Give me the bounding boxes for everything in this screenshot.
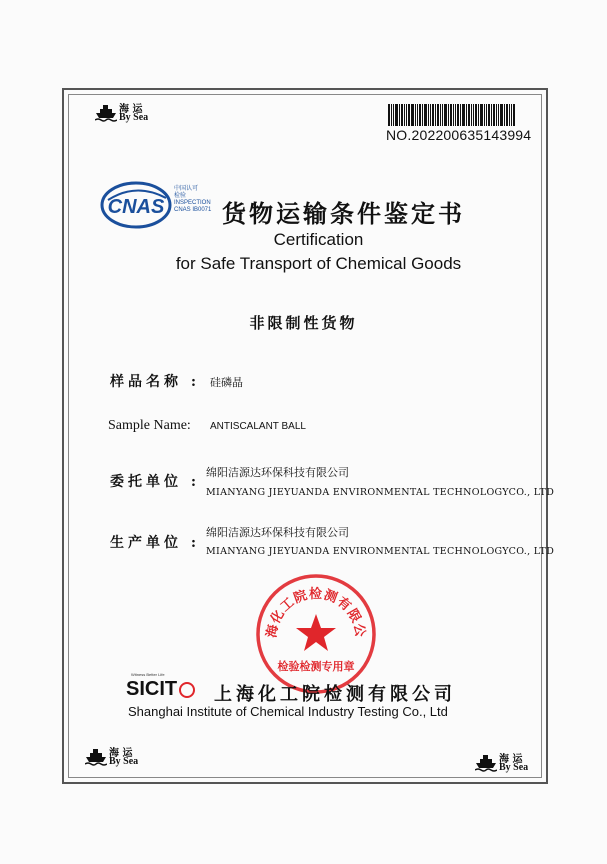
by-sea-en: By Sea — [109, 756, 139, 767]
barcode-bar — [455, 104, 456, 126]
by-sea-cn: 海 运 — [119, 104, 143, 115]
barcode-bar — [437, 104, 439, 126]
barcode-bar — [415, 104, 416, 126]
seal-inner-text: 检验检测专用章 — [277, 660, 355, 673]
barcode-bar — [473, 104, 474, 126]
barcode-bar — [430, 104, 431, 126]
by-sea-en: By Sea — [499, 762, 529, 773]
barcode-bar — [419, 104, 421, 126]
barcode-bar — [401, 104, 403, 126]
barcode-bar — [480, 104, 483, 126]
sicit-logo-text: SICIT — [126, 678, 178, 700]
barcode-bar — [460, 104, 461, 126]
barcode-bar — [504, 104, 505, 126]
barcode-bar — [453, 104, 454, 126]
goods-category: 非限制性货物 — [249, 314, 358, 332]
barcode-bar — [493, 104, 495, 126]
certificate-title-en-line2: for Safe Transport of Chemical Goods — [175, 254, 462, 273]
cnas-accreditation-text — [174, 186, 211, 214]
barcode-bar — [404, 104, 405, 126]
sicit-logo — [126, 678, 195, 701]
barcode-bar — [444, 104, 447, 126]
barcode-bar — [391, 104, 392, 126]
barcode-bar — [435, 104, 436, 126]
barcode-bar — [488, 104, 490, 126]
barcode-bar — [484, 104, 485, 126]
manufacturer-name-cn: 绵阳洁源达环保科技有限公司 — [206, 526, 349, 539]
barcode-bar — [457, 104, 459, 126]
sample-name-cn-label: 样品名称 : — [110, 374, 201, 390]
by-sea-badge-bottom-right — [475, 753, 529, 773]
sicit-tagline: Witness Better Life — [131, 672, 165, 677]
cnas-logo-text: CNAS — [107, 196, 165, 218]
sample-name-en-value: ANTISCALANT BALL — [210, 421, 306, 432]
by-sea-cn: 海 运 — [499, 754, 523, 765]
barcode-bar — [428, 104, 429, 126]
seal-outer-text: 海化工院检测有限公 — [264, 587, 368, 639]
cnas-line: INSPECTION — [174, 200, 211, 206]
barcode — [388, 104, 526, 126]
issuer-name-cn: 上海化工院检测有限公司 — [214, 684, 456, 705]
barcode-bar — [498, 104, 499, 126]
certificate-title-cn: 货物运输条件鉴定书 — [222, 199, 465, 228]
barcode-bar — [486, 104, 487, 126]
barcode-bar — [422, 104, 423, 126]
barcode-bar — [500, 104, 503, 126]
barcode-bar — [408, 104, 410, 126]
cnas-line: CNAS IB0071 — [174, 207, 212, 213]
barcode-bar — [506, 104, 508, 126]
by-sea-badge-top-left — [95, 103, 149, 123]
barcode-bar — [471, 104, 472, 126]
barcode-bar — [448, 104, 449, 126]
barcode-bar — [442, 104, 443, 126]
by-sea-en: By Sea — [119, 112, 149, 123]
ship-icon — [475, 753, 497, 773]
ship-icon — [85, 747, 107, 767]
barcode-bar — [388, 104, 390, 126]
barcode-bar — [393, 104, 394, 126]
barcode-bar — [440, 104, 441, 126]
barcode-bar — [509, 104, 510, 126]
ship-icon — [95, 103, 117, 123]
barcode-bar — [462, 104, 465, 126]
barcode-bar — [491, 104, 492, 126]
barcode-bar — [424, 104, 427, 126]
barcode-bar — [496, 104, 497, 126]
barcode-bar — [478, 104, 479, 126]
issuer-name-en: Shanghai Institute of Chemical Industry Testing Co., Ltd — [128, 704, 448, 719]
by-sea-cn: 海 运 — [109, 748, 133, 759]
star-icon — [296, 614, 336, 651]
barcode-bar — [475, 104, 477, 126]
barcode-bar — [513, 104, 515, 126]
barcode-bar — [395, 104, 398, 126]
by-sea-badge-bottom-left — [85, 747, 139, 767]
certificate-title-en-line1: Certification — [273, 230, 364, 249]
certificate-number: NO.202200635143994 — [386, 127, 532, 143]
sample-name-en-label: Sample Name: — [108, 418, 191, 433]
client-name-cn: 绵阳洁源达环保科技有限公司 — [206, 466, 349, 479]
cnas-line: 检验 — [174, 193, 187, 199]
barcode-bar — [511, 104, 512, 126]
barcode-bar — [450, 104, 452, 126]
barcode-bar — [417, 104, 418, 126]
manufacturer-label: 生产单位 : — [110, 535, 201, 551]
sample-name-cn-value: 硅磷晶 — [210, 376, 243, 389]
barcode-bar — [406, 104, 407, 126]
cnas-logo — [100, 180, 172, 230]
manufacturer-name-en: MIANYANG JIEYUANDA ENVIRONMENTAL TECHNOLOGYCO., LTD — [206, 546, 555, 557]
barcode-bar — [411, 104, 414, 126]
barcode-bar — [468, 104, 470, 126]
client-name-en: MIANYANG JIEYUANDA ENVIRONMENTAL TECHNOLOGYCO., LTD — [206, 487, 555, 498]
cnas-line: 中国认可 — [174, 186, 199, 192]
sicit-ring-icon — [179, 682, 195, 698]
client-label: 委托单位 : — [110, 474, 201, 490]
barcode-bar — [399, 104, 400, 126]
barcode-bar — [466, 104, 467, 126]
barcode-bar — [432, 104, 434, 126]
official-seal — [254, 572, 378, 696]
